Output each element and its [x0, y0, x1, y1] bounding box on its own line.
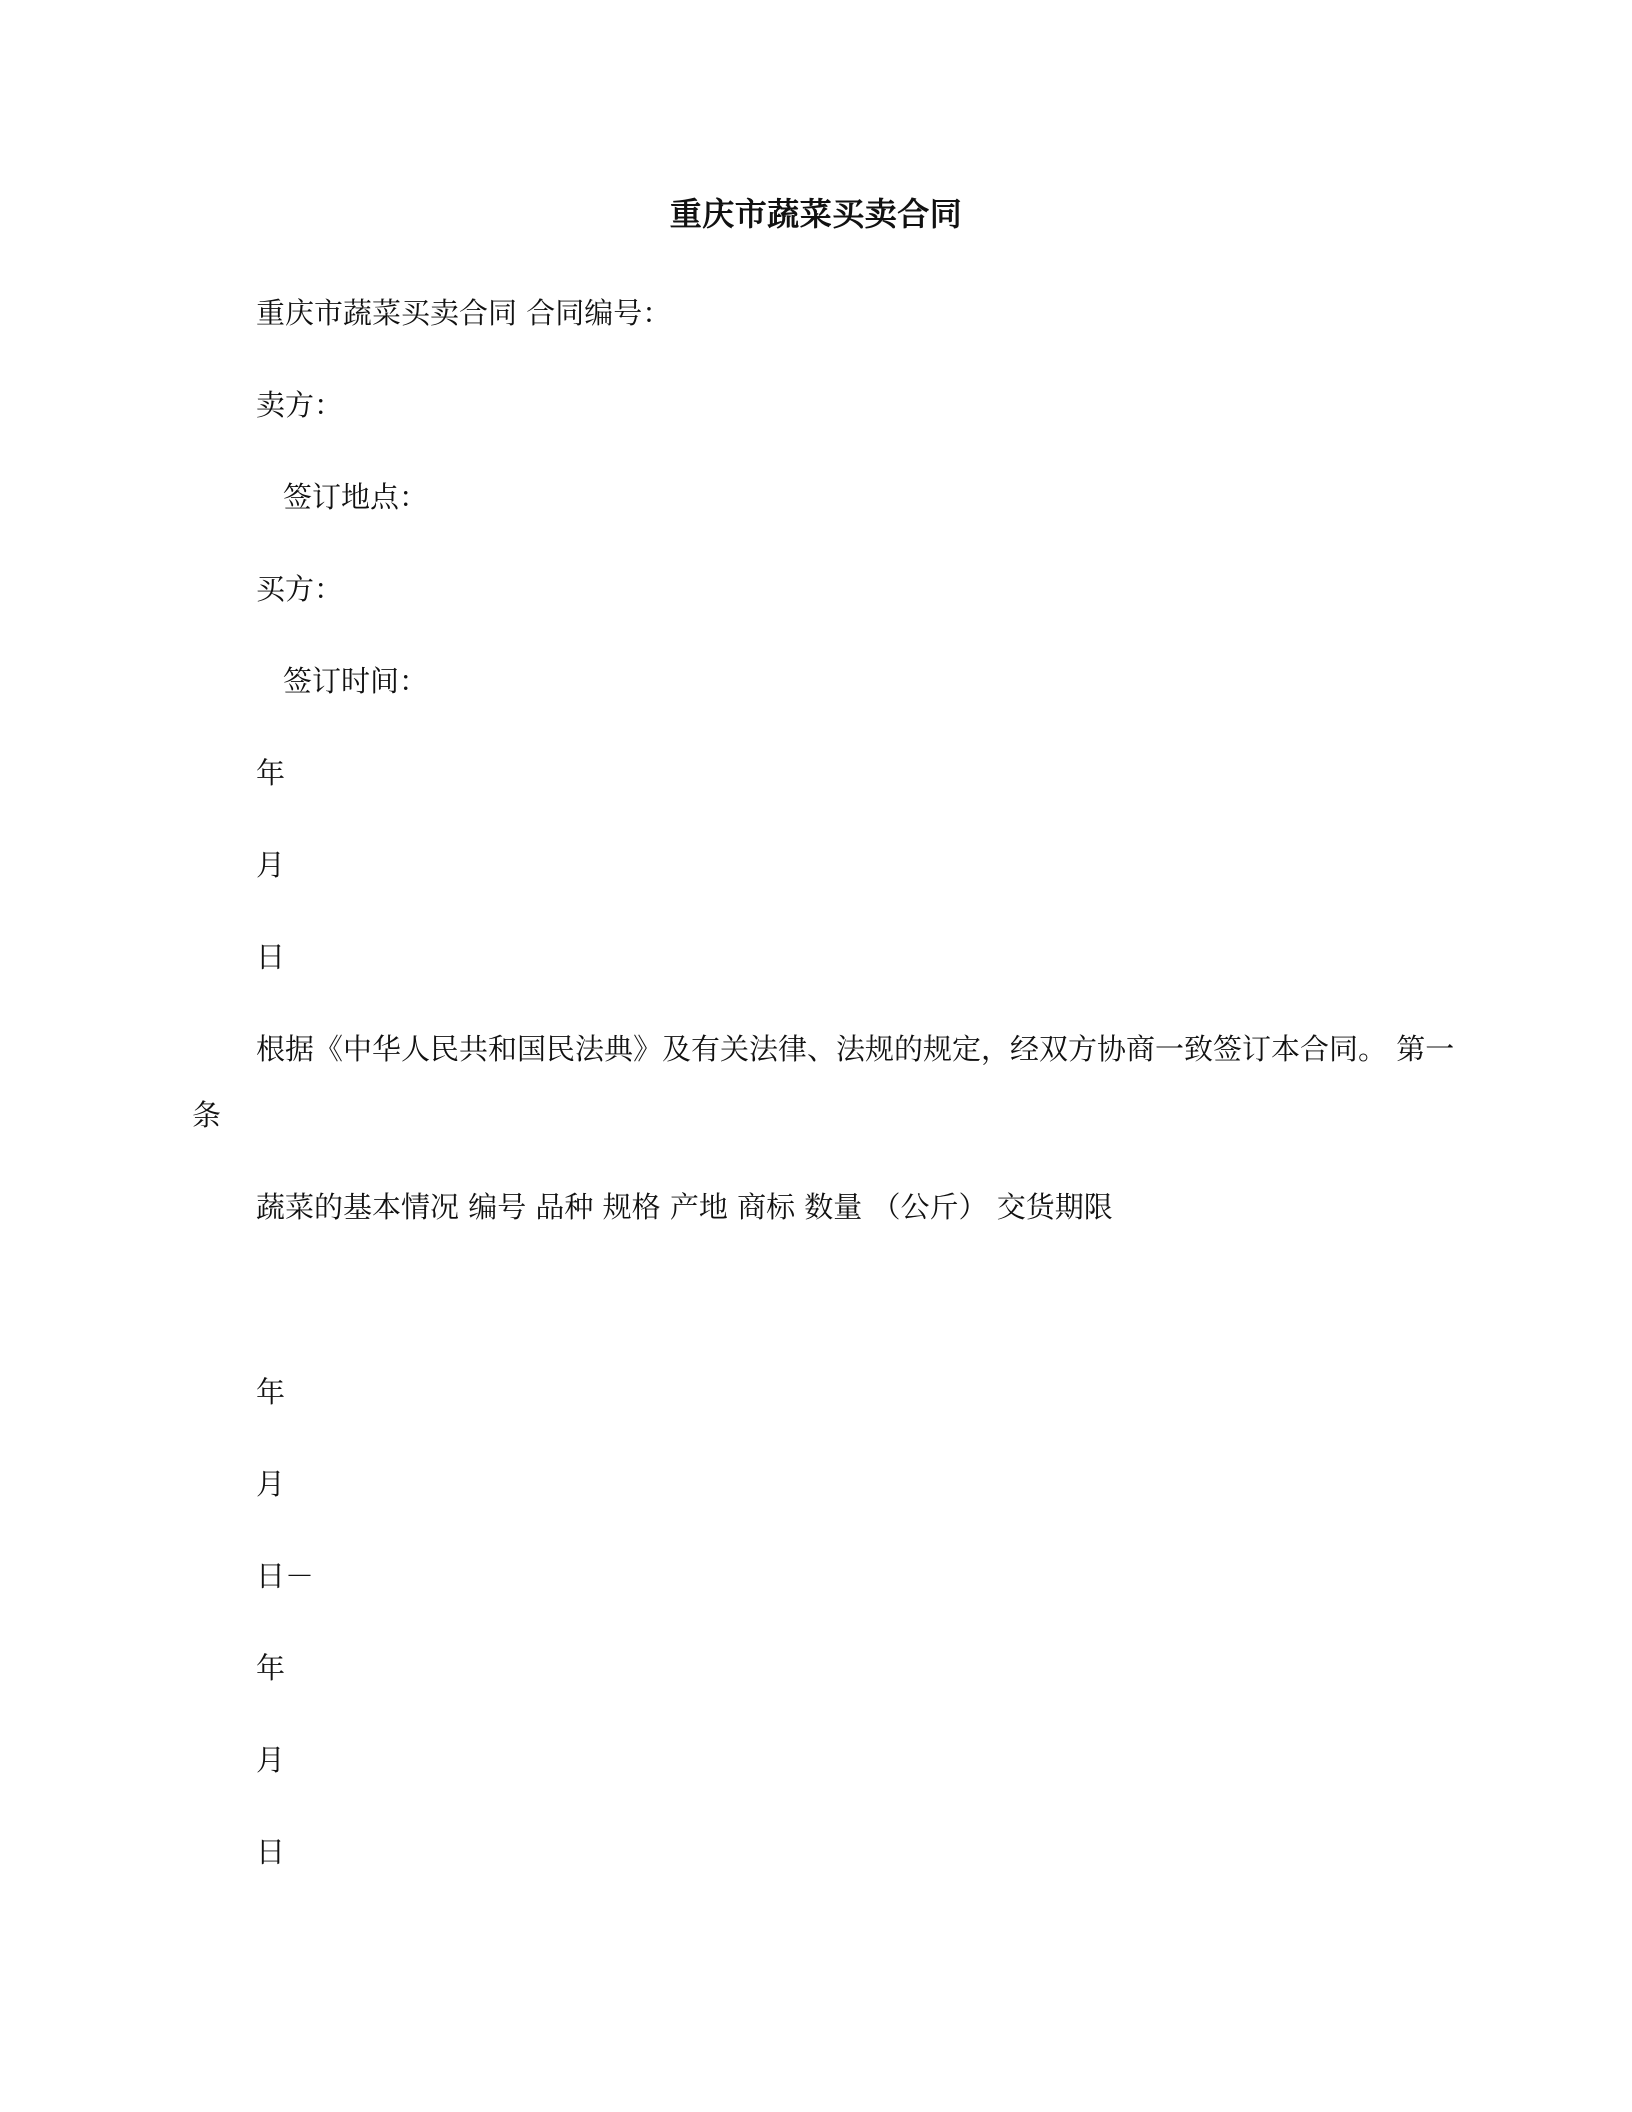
- seller-label: 卖方：: [256, 388, 344, 422]
- date-day-2: 日－: [256, 1559, 315, 1593]
- document-title: 重庆市蔬菜买卖合同: [669, 195, 963, 233]
- vegetable-info-line: 蔬菜的基本情况 编号 品种 规格 产地 商标 数量 （公斤） 交货期限: [256, 1190, 1113, 1224]
- signing-place-label: 签订地点：: [283, 480, 429, 514]
- date-day-3: 日: [256, 1835, 286, 1869]
- date-month-1: 月: [256, 848, 286, 882]
- date-month-2: 月: [256, 1467, 286, 1501]
- date-day-1: 日: [256, 940, 286, 974]
- basis-paragraph: 根据《中华人民共和国民法典》及有关法律、法规的规定，经双方协商一致签订本合同。 第一条: [192, 1032, 1455, 1132]
- contract-number-line: 重庆市蔬菜买卖合同 合同编号：: [256, 296, 672, 330]
- date-month-3: 月: [256, 1743, 286, 1777]
- date-year-1: 年: [256, 756, 286, 790]
- buyer-label: 买方：: [256, 572, 344, 606]
- signing-time-label: 签订时间：: [283, 664, 429, 698]
- date-year-3: 年: [256, 1651, 286, 1685]
- date-year-2: 年: [256, 1375, 286, 1409]
